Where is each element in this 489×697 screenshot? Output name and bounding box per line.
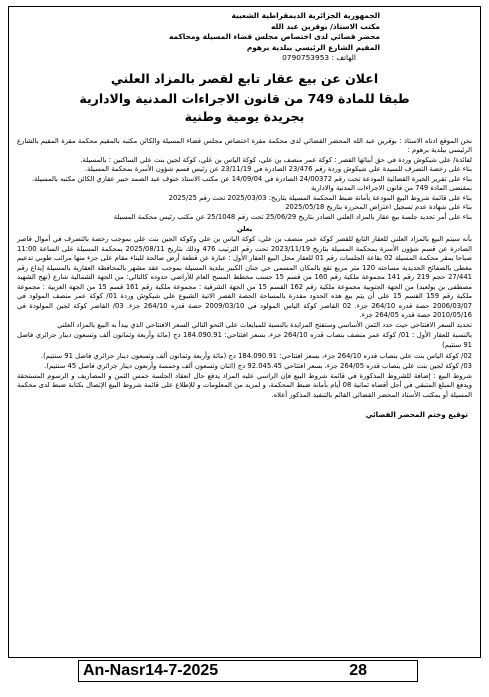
lot-item: 02/ كوكة الياس بنت علي بنصاب قدره 264/10 جزء، بسعر افتتاحي: 184.090.91 دج (مائة وأربعة وثمانون ألف وتسعون دينار جزائري فاصل 91 سنتيم). bbox=[40, 351, 472, 360]
header-phone: الهاتف : 0790753953 bbox=[282, 53, 356, 62]
legal-article-paragraph: بمقتضى المادة 749 من قانون الاجراءات المدنية والادارية bbox=[311, 184, 472, 193]
bailiff-header bbox=[9, 7, 480, 64]
header-office-line: مكتب الاستاذ/ بوقرين عبد الله bbox=[270, 21, 380, 31]
opening-price-paragraph: تحديد السعر الافتتاحي حيث حدد الثمن الأساسي وستفتح المزايدة بالنسبة للمبايعات على النحو التالي السعر الافتتاحي الذي يبدأ به البيع بالمزاد العلني bbox=[57, 320, 472, 329]
announcement-body bbox=[9, 125, 480, 401]
announcement-titles bbox=[9, 70, 480, 125]
title-publication: بجريدة يومية وطنية bbox=[184, 108, 305, 124]
lot-item: بالنسبة للعقار الأول : 01/ كوكة عمر منصف بنصاب قدره 264/10 جزء، بسعر افتتاحي: 184.090.91 دج (مائة وأربعة وثمانون ألف وتسعون دينار جزائري فاصل 91 سنتيم) bbox=[17, 331, 472, 349]
signature-line: توقيع وختم المحضر القضائي bbox=[365, 410, 468, 420]
no-objection-paragraph: بناء على شهادة عدم تسجيل اعتراض المحررة بتاريخ 2025/05/18 bbox=[285, 203, 472, 212]
expertise-paragraph: بناء على تقرير الخبرة القضائية المودعة تحت رقم 24/00372 الصادرة في 14/09/04 عن مكتب الاستاذ خنوف عبد الصمد خبير عقاري الكائن مكتبه بالمسيلة. bbox=[31, 174, 472, 183]
newspaper-footer bbox=[78, 660, 418, 682]
main-sale-paragraph: بأنه سيتم البيع بالمزاد العلني للعقار التابع للقصر كوكة عمر منصف بن علي، كوكة الياس بن علي وكوكة الجين بنت علي بموجب رخصة بالتصرف في أموال قاصر الصادرة عن قسم شؤون الأسرة بمحكمة المسيلة بتاريخ 2023/11/19 تحت رقم الترتيب 476 وذلك بتاريخ 2025/08/11 بمحكمة المسيلة على الساعة 11:00 صباحا بمقر محكمة المسيلة 02 بقاعة الجلسات رقم 01 للعقار محل البيع العقار الأول : عبارة عن قطعة أرض صالحة للبناء مقام على جزء منها مرائب طوبي تدعيم مغطى بالصفائح الحديدية مساحته 120 متر مربع تقع بالمكان المسمى حي جنان الكبير ببلدية المسيلة بموجب عقد مشهر بالمحافظة العقارية بالمسيلة إيداع رقم 27/441 حجم 219 رقم 141 مجموعة ملكية رقم 160 من قسم 15 حسب مخطط المسح العام للأراضي حدوده كالتالي: من الجهة الشمالية شارع (نهج الشهيد مصطفى بن بولعيد) من الجهة الجنوبية مجموعة ملكية رقم 162 القسم 15 من الجهة الشرقية : مجموعة ملكية رقم 161 قسم 15 من الجهة الغربية : مجموعة ملكية رقم 159 القسم 15 على أن يتم بيع هذه الحدود مقدرة بالمساحة الحصة القصر الاتية الشيوع علي شيكوش وردة 01/ كوكة عمر منصف المولود في 2006/03/07 حصة قدره 264/10 جزء. 02 القاصر كوكة الياس المولود في 2009/03/10 حصة قدره 264/10 جزء. 03/ القاصر كوكة لجين المولودة في 2010/05/16 حصة قدره 264/05 جزء. bbox=[17, 234, 473, 320]
hearing-order-paragraph: بناء على أمر تحديد جلسة بيع عقار بالمزاد العلني الصادر بتاريخ 25/06/29 تحت رقم 25/1048 عن مكتب رئيس محكمة المسيلة bbox=[113, 212, 472, 221]
header-jurisdiction-line: محضر قضائي لدى اختصاص مجلس قضاء المسيلة ومحاكمه bbox=[169, 32, 380, 41]
header-republic-line: الجمهورية الجزائرية الديمقراطية الشعبية bbox=[231, 11, 380, 20]
page-number: 28 bbox=[349, 662, 367, 679]
sale-conditions-paragraph: شروط البيع : إضافة للشروط المذكورة في قائمة شروط البيع فإن الراسي عليه المزاد يدفع حال انعقاد الجلسة خمس الثمن و المصاريف و الرسوم المستحقة ويدفع المبلغ المتبقي في أجل أقصاه ثمانية 08 أيام بأمانة ضبط المحكمة، و لمزيد من المعلومات و للإطلاع على قائمة شروط البيع الإتصال بكتابة ضبط لدى محكمة المسيلة أو بمكتب الأستاذ المحضر القضائي القائم بالتنفيذ المذكور أعلاه. bbox=[17, 371, 472, 399]
title-legal-basis: طبقا للمادة 749 من قانون الاجراءات المدنية والادارية bbox=[79, 90, 410, 106]
license-paragraph: بناء على رخصة التصرف للسيدة علي شيكوش وردة رقم 23/476 الصادرة في 23/11/19 عن رئيس قسم شؤون الأسرة بمحكمة المسيلة. bbox=[85, 165, 472, 174]
conditions-list-paragraph: بناء على قائمة شروط البيع المودعة بأمانة ضبط المحكمة المسيلة بتاريخ: 2025/03/03 تحت رقم 2025/25 bbox=[168, 193, 472, 202]
announce-heading: يعلن bbox=[236, 225, 253, 234]
header-address-line: المقيم الشارع الرئيسي ببلدية برهوم bbox=[246, 42, 380, 52]
announcement-page bbox=[8, 6, 481, 658]
lot-item: 03/ كوكة لجين بنت علي بنصاب قدره 264/05 جزء، بسعر افتتاحي 92.045.45 دج (اثنان وتسعون ألف وخمسة وأربعون دينار جزائري فاصل 45 سنتيم). bbox=[44, 362, 472, 371]
intro-paragraph: نحن الموقع ادناه الاستاذ : بوقرين عبد الله المحضر القضائي لدى محكمة مقرة اختصاص مجلس قضاء المسيلة والكائن مكتبه بالمقيم محكمة مقرة المقيم بالشارع الرئيسي ببلدية برهوم : bbox=[17, 136, 472, 155]
beneficiary-paragraph: لفائدة/ علي شيكوش وردة في حق أبنائها القصر : كوكة عمر منصف بن علي، كوكة الياس بن علي، كوكة لجين بنت علي الساكنين : بالمسيلة. bbox=[80, 155, 472, 164]
title-main: اعلان عن بيع عقار تابع لقصر بالمزاد العلني bbox=[110, 70, 379, 86]
newspaper-name-date: An-Nasr14-7-2025 bbox=[83, 662, 219, 679]
